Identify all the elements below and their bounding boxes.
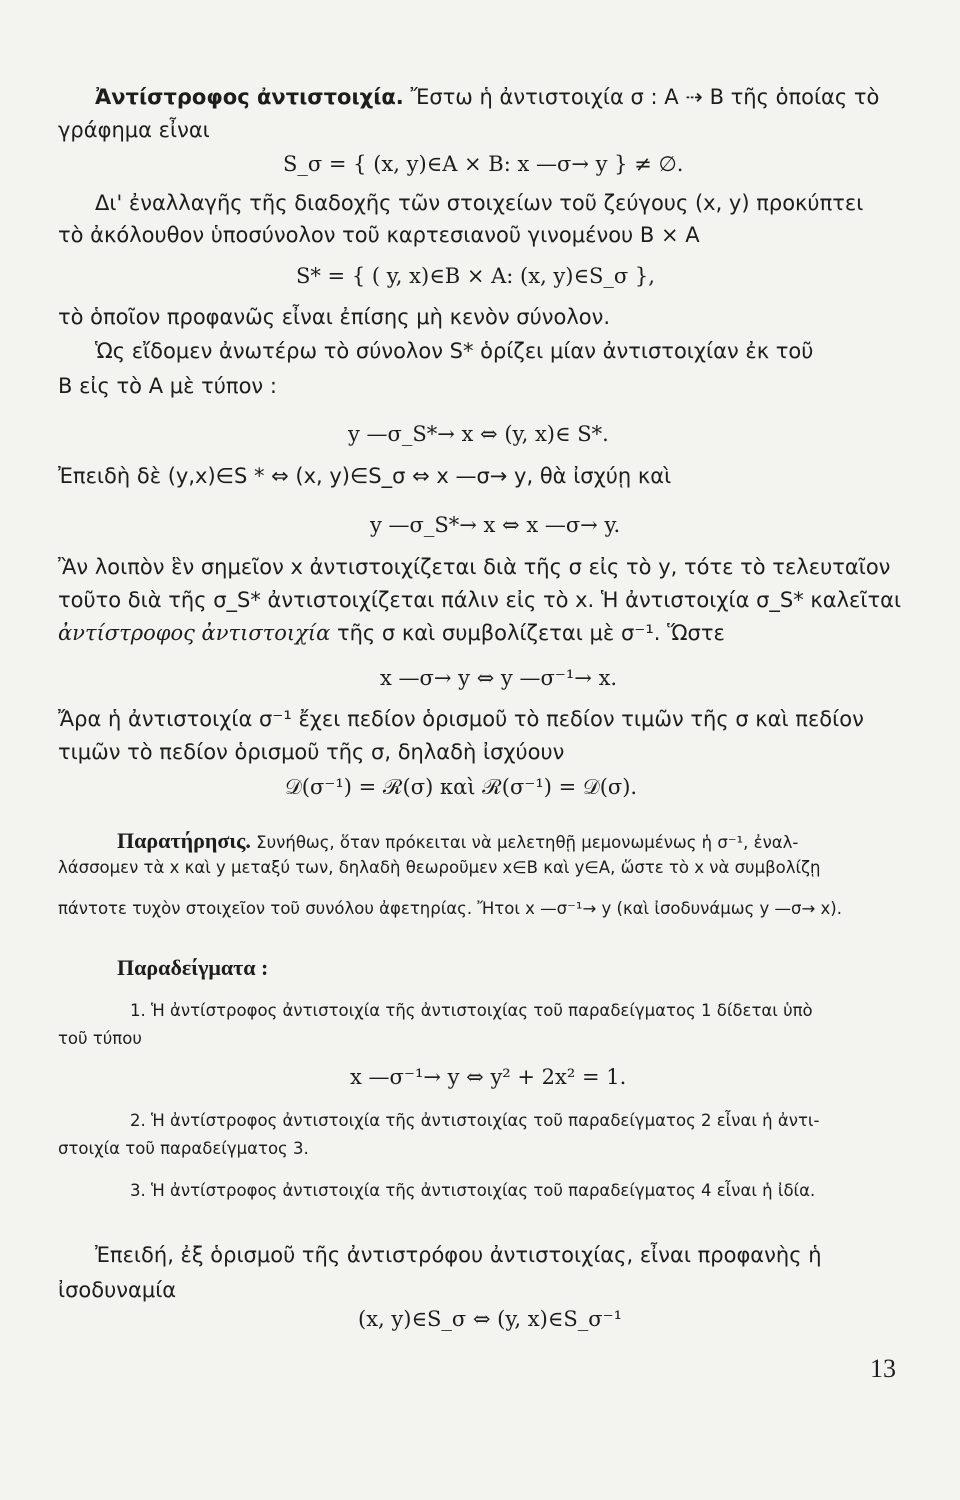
italic-term: ἀντίστροφος ἀντιστοιχία: [58, 621, 331, 645]
text-line: τὸ ἀκόλουθον ὑποσύνολον τοῦ καρτεσιανοῦ γινομένου B × A: [58, 223, 700, 247]
section-lead: Ἀντίστροφος ἀντιστοιχία.: [95, 85, 404, 109]
equation-equivalence: y —σ_S*→ x ⇔ x —σ→ y.: [370, 513, 621, 537]
text-line: Ἐπειδὴ δὲ (y,x)∈S * ⇔ (x, y)∈S_σ ⇔ x —σ→ y, θὰ ἰσχύῃ καὶ: [58, 464, 672, 488]
example-line: 1. Ἡ ἀντίστροφος ἀντιστοιχία τῆς ἀντιστοιχίας τοῦ παραδείγματος 1 δίδεται ὑπὸ: [130, 1001, 813, 1020]
text-line: τιμῶν τὸ πεδίον ὁρισμοῦ τῆς σ, δηλαδὴ ἰσχύουν: [58, 740, 565, 764]
text-line: Ἐπειδή, ἐξ ὁρισμοῦ τῆς ἀντιστρόφου ἀντιστοιχίας, εἶναι προφανὴς ἡ: [95, 1243, 822, 1267]
text-line: Ἀντίστροφος ἀντιστοιχία. Ἔστω ἡ ἀντιστοιχία σ : A ⇢ B τῆς ὁποίας τὸ: [95, 85, 880, 109]
text-line: ἰσοδυναμία: [58, 1278, 177, 1302]
note-line: πάντοτε τυχὸν στοιχεῖον τοῦ συνόλου ἀφετηρίας. Ἤτοι x —σ⁻¹→ y (καὶ ἰσοδυνάμως y —σ→ x).: [58, 899, 842, 918]
text-line: ἀντίστροφος ἀντιστοιχία τῆς σ καὶ συμβολίζεται μὲ σ⁻¹. Ὥστε: [58, 621, 725, 645]
text-line: Ὡς εἴδομεν ἀνωτέρω τὸ σύνολον S* ὁρίζει μίαν ἀντιστοιχίαν ἐκ τοῦ: [95, 339, 814, 363]
text-line: τὸ ὁποῖον προφανῶς εἶναι ἐπίσης μὴ κενὸν σύνολον.: [58, 305, 611, 329]
equation-domains: 𝒟(σ⁻¹) = ℛ(σ) καὶ ℛ(σ⁻¹) = 𝒟(σ).: [285, 775, 638, 799]
equation-correspondence: y —σ_S*→ x ⇔ (y, x)∈ S*.: [348, 422, 609, 446]
example-line: 3. Ἡ ἀντίστροφος ἀντιστοιχία τῆς ἀντιστοιχίας τοῦ παραδείγματος 4 εἶναι ἡ ἰδία.: [130, 1181, 816, 1200]
note-line: λάσσομεν τὰ x καὶ y μεταξύ των, δηλαδὴ θεωροῦμεν x∈B καὶ y∈A, ὥστε τὸ x νὰ συμβολίζῃ: [58, 858, 821, 877]
text-line: Δι' ἐναλλαγῆς τῆς διαδοχῆς τῶν στοιχείων τοῦ ζεύγους (x, y) προκύπτει: [95, 191, 864, 215]
example-line: 2. Ἡ ἀντίστροφος ἀντιστοιχία τῆς ἀντιστοιχίας τοῦ παραδείγματος 2 εἶναι ἡ ἀντι-: [130, 1111, 820, 1130]
text-line: Ἄρα ἡ ἀντιστοιχία σ⁻¹ ἔχει πεδίον ὁρισμοῦ τὸ πεδίον τιμῶν τῆς σ καὶ πεδίον: [58, 707, 864, 731]
equation-example-1: x —σ⁻¹→ y ⇔ y² + 2x² = 1.: [350, 1065, 627, 1089]
example-line: τοῦ τύπου: [58, 1029, 142, 1048]
page-number: 13: [870, 1354, 896, 1383]
note-heading: Παρατήρησις.: [117, 828, 251, 853]
equation-s-star: S* = { ( y, x)∈B × A: (x, y)∈S_σ },: [296, 264, 655, 288]
example-line: στοιχία τοῦ παραδείγματος 3.: [58, 1139, 309, 1158]
text-line: τοῦτο διὰ τῆς σ_S* ἀντιστοιχίζεται πάλιν εἰς τὸ x. Ἡ ἀντιστοιχία σ_S* καλεῖται: [58, 588, 902, 612]
equation-inverse: x —σ→ y ⇔ y —σ⁻¹→ x.: [380, 666, 618, 690]
text-line: Ἂν λοιπὸν ἓν σημεῖον x ἀντιστοιχίζεται διὰ τῆς σ εἰς τὸ y, τότε τὸ τελευταῖον: [58, 555, 891, 579]
examples-heading: Παραδείγματα :: [117, 955, 269, 980]
text-line: B εἰς τὸ A μὲ τύπον :: [58, 374, 277, 398]
note-line: Παρατήρησις. Συνήθως, ὅταν πρόκειται νὰ μελετηθῇ μεμονωμένως ἡ σ⁻¹, ἐναλ-: [117, 828, 799, 853]
equation-graph: S_σ = { (x, y)∈A × B: x —σ→ y } ≠ ∅.: [283, 152, 684, 176]
equation-final: (x, y)∈S_σ ⇔ (y, x)∈S_σ⁻¹: [358, 1307, 623, 1331]
text-line: γράφημα εἶναι: [58, 118, 210, 142]
